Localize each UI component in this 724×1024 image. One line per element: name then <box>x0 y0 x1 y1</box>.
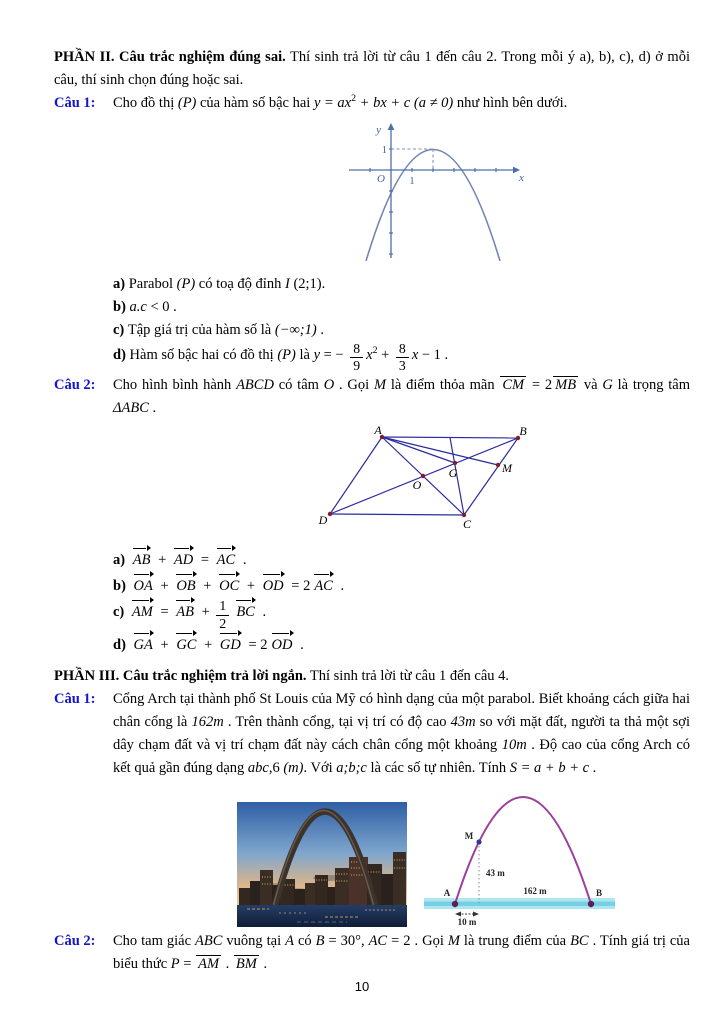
part2-question-1 <box>54 92 690 374</box>
span-label: 162 m <box>523 886 547 897</box>
question-text: Cổng Arch tại thành phố St Louis của Mỹ có hình dạng của một parabol. Biết khoảng cách giữa hai chân cổng là 162m . Trên thành cổng, tại vị trí có độ cao 43m so với mặt đất, người ta thả một sợi dây chạm đất và vị trí chạm đất này cách chân cổng một khoảng 10m . Độ cao của cổng Arch có kết quả gần đúng dạng abc,6 (m). Với a;b;c là các số tự nhiên. Tính S = a + b + c . <box>113 691 691 777</box>
question-label: Câu 1: <box>54 691 96 708</box>
parallelogram-svg <box>301 425 536 535</box>
offset-arrow-right <box>473 912 479 917</box>
x-axis-label: x <box>519 172 524 184</box>
arch-diagram <box>422 786 617 927</box>
question-text: Cho hình bình hành ABCD có tâm O . Gọi M là điểm thỏa mãn CM = 2 MB và G là trọng tâm ΔABC . <box>113 376 691 416</box>
axis-ticks <box>370 149 496 254</box>
part2-heading-instructions: Thí sinh trả lời từ câu 1 đến câu 2. Trong mỗi ý a), b), c), d) ở mỗi câu, thí sinh chọn đúng hoặc sai. <box>54 49 690 88</box>
question-label: Câu 1: <box>54 95 96 111</box>
part3-heading-title: PHẦN III. Câu trắc nghiệm trả lời ngắn. <box>54 668 307 685</box>
point-label-g: G <box>448 465 458 480</box>
statement-d: d) GA + GC + GD = 2 OD . <box>113 631 690 657</box>
point-label-c: C <box>462 516 472 531</box>
height-label: 43 m <box>486 868 505 879</box>
question-label: Câu 2: <box>54 376 96 393</box>
y-axis-arrow <box>388 123 395 130</box>
parallelogram-figure <box>301 425 690 543</box>
statement-a: a) AB + AD = AC . <box>113 546 690 572</box>
parabola-graph-svg <box>339 118 529 262</box>
page-number: 10 <box>354 979 370 994</box>
diagram-label-b: B <box>595 888 603 899</box>
diagram-label-a: A <box>443 888 451 899</box>
question-body <box>113 688 690 930</box>
part3-heading-instructions: Thí sinh trả lời từ câu 1 đến câu 4. <box>306 668 510 685</box>
point-label-o: O <box>412 477 422 492</box>
question-body <box>113 930 690 976</box>
parabola-graph-figure <box>339 118 690 270</box>
point-a-dot <box>452 901 458 907</box>
point-label-a: A <box>374 424 382 437</box>
arch-figures <box>237 786 690 927</box>
statement-d: d) Hàm số bậc hai có đồ thị (P) là y = − $\frac{8}{9}$ $x^2$ + $\frac{8}{3}$ x − 1 . <box>113 341 449 374</box>
question-text: Cho tam giác ABC vuông tại A có B = 30°, AC = 2 . Gọi M là trung điểm của BC . Tính giá trị của biểu thức P = AM . BM . <box>113 933 690 973</box>
part3-question-2 <box>54 930 690 976</box>
y-tick-label: 1 <box>381 145 387 156</box>
y-axis-label: y <box>376 124 381 136</box>
point-label-m: M <box>502 460 512 475</box>
statement-c: c) AM = AB + $\frac{1}{2}$ BC . <box>113 598 267 631</box>
origin-label: O <box>377 173 385 185</box>
diagram-label-m: M <box>464 831 474 842</box>
part2-heading-title: PHẦN II. Câu trắc nghiệm đúng sai. <box>54 49 286 65</box>
arch-photo <box>237 802 407 927</box>
statement-b: b) a.c < 0 . <box>113 299 177 315</box>
point-m-dot <box>476 840 481 845</box>
point-b-dot <box>588 901 594 907</box>
statement-a: a) Parabol (P) có toạ độ đỉnh I (2;1). <box>113 276 326 292</box>
question-body <box>113 92 690 374</box>
part3-question-1 <box>54 688 690 930</box>
offset-arrow-left <box>455 912 461 917</box>
question-label: Câu 2: <box>54 933 96 950</box>
statement-b: b) OA + OB + OC + OD = 2 AC . <box>113 572 690 598</box>
part2-question-2 <box>54 374 690 657</box>
part3-heading <box>54 665 690 688</box>
question-text: Cho đồ thị (P) của hàm số bậc hai $y = ax^2$ + bx + c (a ≠ 0) như hình bên dưới. <box>113 93 568 111</box>
x-tick-label: 1 <box>409 176 415 187</box>
photo-water <box>237 905 407 927</box>
offset-label: 10 m <box>457 917 477 928</box>
question-body <box>113 374 690 657</box>
part2-heading <box>54 46 690 92</box>
point-label-b: B <box>519 424 527 438</box>
point-label-d: D <box>318 512 328 527</box>
statement-c: c) Tập giá trị của hàm số là (−∞;1) . <box>113 322 324 338</box>
